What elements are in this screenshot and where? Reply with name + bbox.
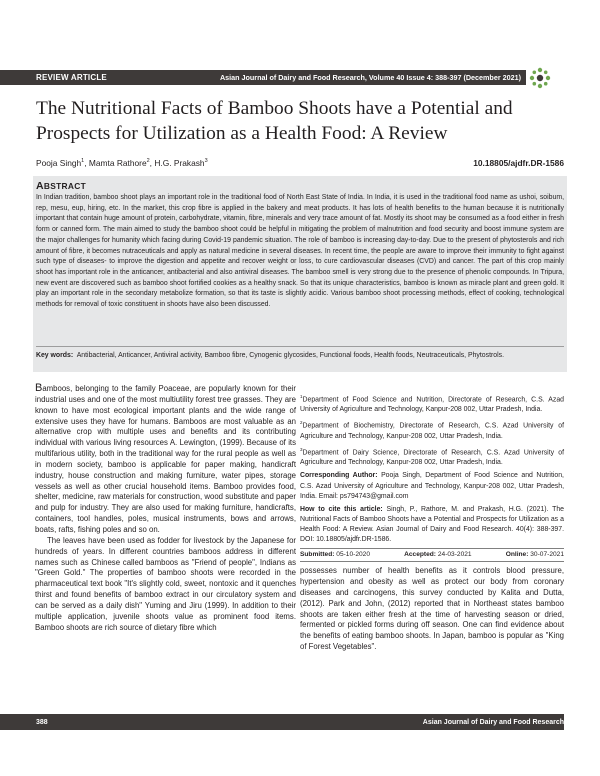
abstract-text: In Indian tradition, bamboo shoot plays an important role in the traditional food of North East State of India. In India, it is used in the traditional food name as ushoi, soibum, rep, mesu, eup, hiring, etc. In the market, this crop fibre is applied in the bakery and meat products. It has lots of health benefits to the human because it is nutritionally important that contain huge amount of protein, carbohydrate, vitamin, fibre, minerals and very trace amount of fat. Mostly its shoot may be consumed as a food either in fresh form or canned form. The main aimed to study the bamboo shoot could be helpful in mitigating the problem of malnutrition and food security and boost immune system are the major challenges for humanity which facing during Covid-19 pandemic situation. The role of bamboo is increasing day-to-day. Due to the present of phytosterols and rich amount of fibre, it becomes nutraceuticals and apply as natural medicine in several diseases. In recent time, the people are aware to improve their immunity to fight against such type of diseases- to improve the digestion and appetite and recover weight or loss, to cure cardiovascular diseases (CVD) and cancer. The part of this crop mainly shoot has important role in the anticancer, antibacterial and also antiviral diseases. The bamboo smell is very strong due to the presence of phenolic compounds. In Tripura, new event are discovered such as bamboo shoot fortified cookies as a healthy snack. So that its unique characteristics, bamboo is known as miracle plant and green gold. It play an important role in the secondary metabolize formation, so that its taste is slightly acidic. Various bamboo shoot processing methods, effect of cooking, technological methods for removal of toxic constituent in shoots have also been discussed. [36, 194, 564, 309]
author-name: H.G. Prakash [154, 158, 205, 168]
keywords-label: Key words: [36, 352, 74, 359]
header-band [0, 70, 526, 85]
accepted-date: Accepted: 24-03-2021 [404, 551, 472, 559]
abstract-box [33, 176, 567, 372]
body-left-column [35, 383, 296, 633]
submitted-date: Submitted: 05-10-2020 [300, 551, 371, 559]
body-right-column [300, 392, 564, 653]
corresponding-author: Corresponding Author: Pooja Singh, Department of Food Science and Nutrition, C.S. Azad University of Agriculture and Technology, Kanpur-208 002, Uttar Pradesh, India. Email: ps794743@gmail.com [300, 472, 564, 500]
journal-logo-icon [528, 66, 552, 90]
doi-link[interactable]: 10.18805/ajdfr.DR-1586 [473, 158, 564, 168]
body-paragraph: The leaves have been used as fodder for livestock by the Japanese for hundreds of years. In different countries bamboos address in different names such as Chinese called bamboos as "Friend of people", Indians as "Green Gold." The properties of bamboo shoots were recorded in the pharmaceutical text book "It's slightly cold, sweet, nontoxic and it quenches thirst and found benefits of bamboo extract in our circulatory system and can be served as a daily dish" Yuming and Jiru (1999). In addition to their multiple application, juvenile shoots value as prominent food items. Bamboo shoots are rich source of dietary fibre which [35, 535, 296, 632]
online-date: Online: 30-07-2021 [505, 551, 564, 559]
author-name: Mamta Rathore [88, 158, 147, 168]
keywords [36, 346, 564, 361]
page-number: 388 [36, 718, 48, 726]
author-list: Pooja Singh$^1$, Mamta Rathore$^2$, H.G. Prakash$^3$ [36, 158, 208, 168]
footer-band [0, 714, 564, 730]
citation: How to cite this article: Singh, P., Rathore, M. and Prakash, H.G. (2021). The Nutritional Facts of Bamboo Shoots have a Potential and Prospects for Utilization as a Health Food: A Review. Asian Journal of Dairy and Food Research. 40(4): 388-397. DOI: 10.18805/ajdfr.DR-1586. [300, 505, 564, 544]
article-title: The Nutritional Facts of Bamboo Shoots have a Potential and Prospects for Utilization as a Health Food: A Review [36, 98, 513, 144]
journal-info: Asian Journal of Dairy and Food Research, Volume 40 Issue 4: 388-397 (December 2021) [219, 73, 521, 82]
body-paragraph: possesses number of health benefits as it controls blood pressure, hypertension and obesity as well as protect our body from coronary diseases and carcinogens, this survey conducted by Kalita and Dutta, (2012). Park and John, (2012) reported that in Northeast states bamboo shoots are taken either fresh at the time of harvesting season or dried, fermented or pickled forms during off season. One can find evidence about the benefits of eating bamboo shoots. In Japan, bamboo is popular as "King of Forest Vegetables". [300, 566, 564, 652]
article-dates [300, 548, 564, 562]
footer-journal: Asian Journal of Dairy and Food Research [422, 718, 564, 726]
body-paragraph: Bamboos, belonging to the family Poaceae, are popularly known for their industrial uses and one of the most multiutility forest tree grasses. They are known to have most ecological important plants and the wide range of extensive uses they have for humans. Bamboos are most valuable as an alternative crop with multiple uses and benefits and its contributing individual with various living resources A. Lewington, (1999). Because of its multifarious utility, both in the traditional way for the rural people as well as in modern society, bamboo is applicable for paper making, handicraft industry, house construction and making furniture, water pipes, storage vessels as well as other crucial household items. Bamboo provides food, shelter, medicine, raw materials for construction, wood substitute and paper and pulp for industry. They are also used for making furniture, handicrafts, containers, tool handles, poles, musical instruments, bows and arrows, boats, rafts, fishing poles and so on. [35, 382, 296, 534]
affiliation: $^2$Department of Biochemistry, Directorate of Research, C.S. Azad University of Agriculture and Technology, Kanpur-208 002, Uttar Pradesh, India. [300, 420, 564, 440]
affiliation: $^3$Department of Dairy Science, Directorate of Research, C.S. Azad University of Agriculture and Technology, Kanpur-208 002, Uttar Pradesh, India. [300, 446, 564, 467]
author-name: Pooja Singh [36, 158, 82, 168]
abstract-heading: ABSTRACT [36, 180, 87, 192]
article-type-label: REVIEW ARTICLE [36, 73, 107, 82]
affiliation: $^1$Department of Food Science and Nutrition, Directorate of Research, C.S. Azad University of Agriculture and Technology, Kanpur-208 002, Uttar Pradesh, India. [300, 394, 564, 414]
keywords-list: Antibacterial, Anticancer, Antiviral activity, Bamboo fibre, Cynogenic glycosides, Functional foods, Health foods, Neutraceuticals, Phytostrols. [76, 352, 505, 359]
